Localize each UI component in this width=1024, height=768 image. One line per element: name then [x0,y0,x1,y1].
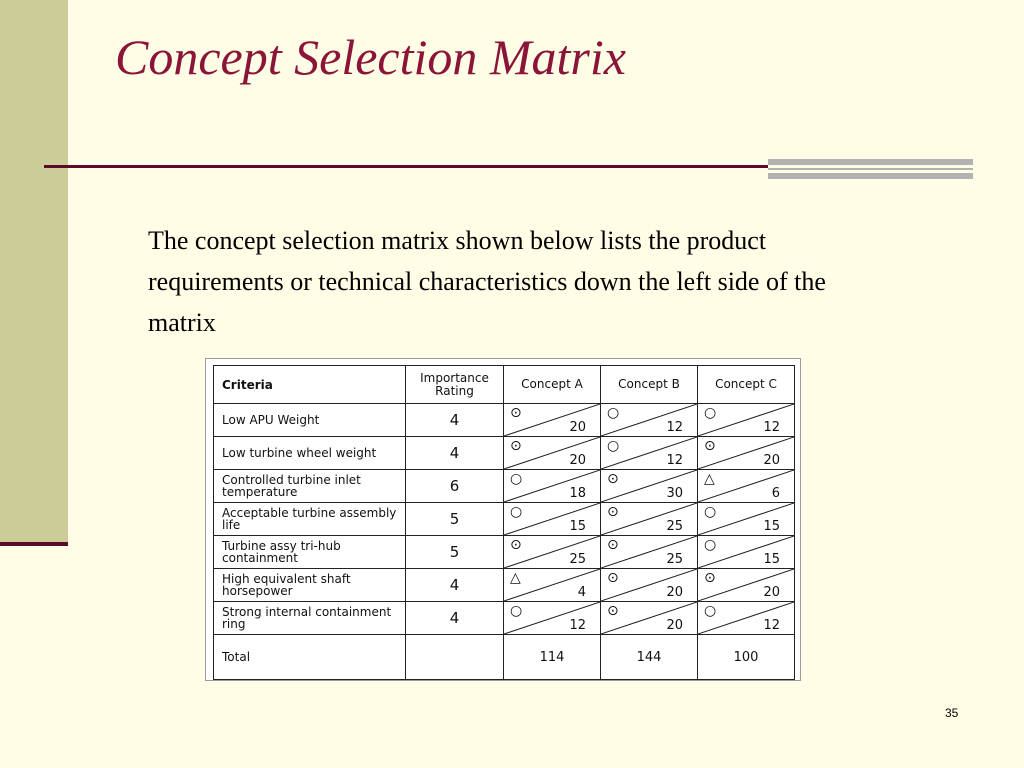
rating-symbol-icon: ⊙ [607,504,619,520]
score-cell-content [601,569,697,601]
weighted-score: 25 [666,519,683,534]
concept-a-cell [504,602,601,635]
rating-symbol-icon: ○ [704,504,717,520]
weighted-score: 12 [666,453,683,468]
criteria-cell: Controlled turbine inlet temperature [214,470,406,503]
rating-symbol-icon: ⊙ [607,570,619,586]
score-cell-content [601,536,697,568]
score-cell-content [601,404,697,436]
title-divider-line [44,165,768,168]
score-cell-content [698,569,794,601]
rating-symbol-icon: ○ [510,471,523,487]
weighted-score: 20 [569,420,586,435]
matrix-body [214,404,795,635]
score-cell-content [698,404,794,436]
concept-a-cell [504,437,601,470]
weighted-score: 4 [577,585,586,600]
concept-c-cell [698,437,795,470]
total-concept-c: 100 [698,635,795,680]
importance-cell: 4 [406,404,504,437]
total-importance-empty [406,635,504,680]
header-concept-a: Concept A [504,366,601,404]
rating-symbol-icon: ○ [704,405,717,421]
score-cell-content [504,404,600,436]
rating-symbol-icon: ○ [607,405,620,421]
importance-cell: 5 [406,503,504,536]
score-cell-content [601,470,697,502]
matrix-row [214,503,795,536]
importance-cell: 4 [406,569,504,602]
rating-symbol-icon: ○ [704,603,717,619]
score-cell-content [698,602,794,634]
concept-b-cell [601,536,698,569]
concept-b-cell [601,503,698,536]
importance-cell: 6 [406,470,504,503]
weighted-score: 12 [569,618,586,633]
concept-b-cell [601,470,698,503]
weighted-score: 20 [666,618,683,633]
weighted-score: 20 [569,453,586,468]
slide-body-text: The concept selection matrix shown below lists the product requirements or technical characteristics down the left side of the matrix [148,226,826,337]
criteria-cell: High equivalent shaft horsepower [214,569,406,602]
rating-symbol-icon: △ [704,471,715,487]
left-band-underline [0,542,68,546]
concept-a-cell [504,503,601,536]
score-cell-content [504,536,600,568]
score-cell-content [601,437,697,469]
page-number: 35 [945,706,959,720]
rating-symbol-icon: ○ [607,438,620,454]
concept-c-cell [698,404,795,437]
concept-c-cell [698,470,795,503]
score-cell-content [601,602,697,634]
weighted-score: 25 [569,552,586,567]
concept-a-cell [504,536,601,569]
header-concept-c: Concept C [698,366,795,404]
weighted-score: 15 [763,552,780,567]
concept-b-cell [601,602,698,635]
importance-cell: 4 [406,602,504,635]
criteria-cell: Strong internal containment ring [214,602,406,635]
weighted-score: 20 [666,585,683,600]
rating-symbol-icon: ⊙ [704,570,716,586]
weighted-score: 25 [666,552,683,567]
score-cell-content [504,503,600,535]
rating-symbol-icon: ⊙ [607,471,619,487]
score-cell-content [601,503,697,535]
rating-symbol-icon: ⊙ [510,438,522,454]
concept-b-cell [601,569,698,602]
weighted-score: 20 [763,453,780,468]
weighted-score: 15 [763,519,780,534]
criteria-cell: Turbine assy tri-hub containment [214,536,406,569]
left-decorative-band [0,0,68,546]
weighted-score: 12 [666,420,683,435]
rating-symbol-icon: ⊙ [607,537,619,553]
rating-symbol-icon: ○ [510,603,523,619]
importance-cell: 5 [406,536,504,569]
rating-symbol-icon: △ [510,570,521,586]
concept-c-cell [698,569,795,602]
importance-cell: 4 [406,437,504,470]
criteria-cell: Low turbine wheel weight [214,437,406,470]
weighted-score: 12 [763,618,780,633]
rating-symbol-icon: ⊙ [607,603,619,619]
score-cell-content [698,470,794,502]
concept-c-cell [698,503,795,536]
matrix-row [214,437,795,470]
matrix-row [214,536,795,569]
concept-b-cell [601,404,698,437]
header-criteria: Criteria [214,366,406,404]
slide-title: Concept Selection Matrix [115,29,626,85]
score-cell-content [504,602,600,634]
score-cell-content [504,569,600,601]
rating-symbol-icon: ○ [704,537,717,553]
score-cell-content [504,437,600,469]
concept-a-cell [504,569,601,602]
concept-selection-matrix [213,365,795,680]
weighted-score: 6 [771,486,780,501]
header-importance: Importance Rating [406,366,504,404]
concept-c-cell [698,602,795,635]
score-cell-content [698,503,794,535]
matrix-image-frame [205,358,801,681]
concept-c-cell [698,536,795,569]
total-label: Total [214,635,406,680]
rating-symbol-icon: ○ [510,504,523,520]
matrix-header-row [214,366,795,404]
matrix-row [214,470,795,503]
weighted-score: 12 [763,420,780,435]
score-cell-content [698,536,794,568]
title-divider-accent [768,159,973,179]
score-cell-content [504,470,600,502]
score-cell-content [698,437,794,469]
concept-b-cell [601,437,698,470]
weighted-score: 20 [763,585,780,600]
rating-symbol-icon: ⊙ [704,438,716,454]
matrix-total-row [214,635,795,680]
criteria-cell: Acceptable turbine assembly life [214,503,406,536]
rating-symbol-icon: ⊙ [510,405,522,421]
header-concept-b: Concept B [601,366,698,404]
concept-a-cell [504,404,601,437]
weighted-score: 18 [569,486,586,501]
weighted-score: 15 [569,519,586,534]
matrix-row [214,569,795,602]
weighted-score: 30 [666,486,683,501]
matrix-row [214,404,795,437]
concept-a-cell [504,470,601,503]
rating-symbol-icon: ⊙ [510,537,522,553]
total-concept-a: 114 [504,635,601,680]
matrix-row [214,602,795,635]
criteria-cell: Low APU Weight [214,404,406,437]
total-concept-b: 144 [601,635,698,680]
